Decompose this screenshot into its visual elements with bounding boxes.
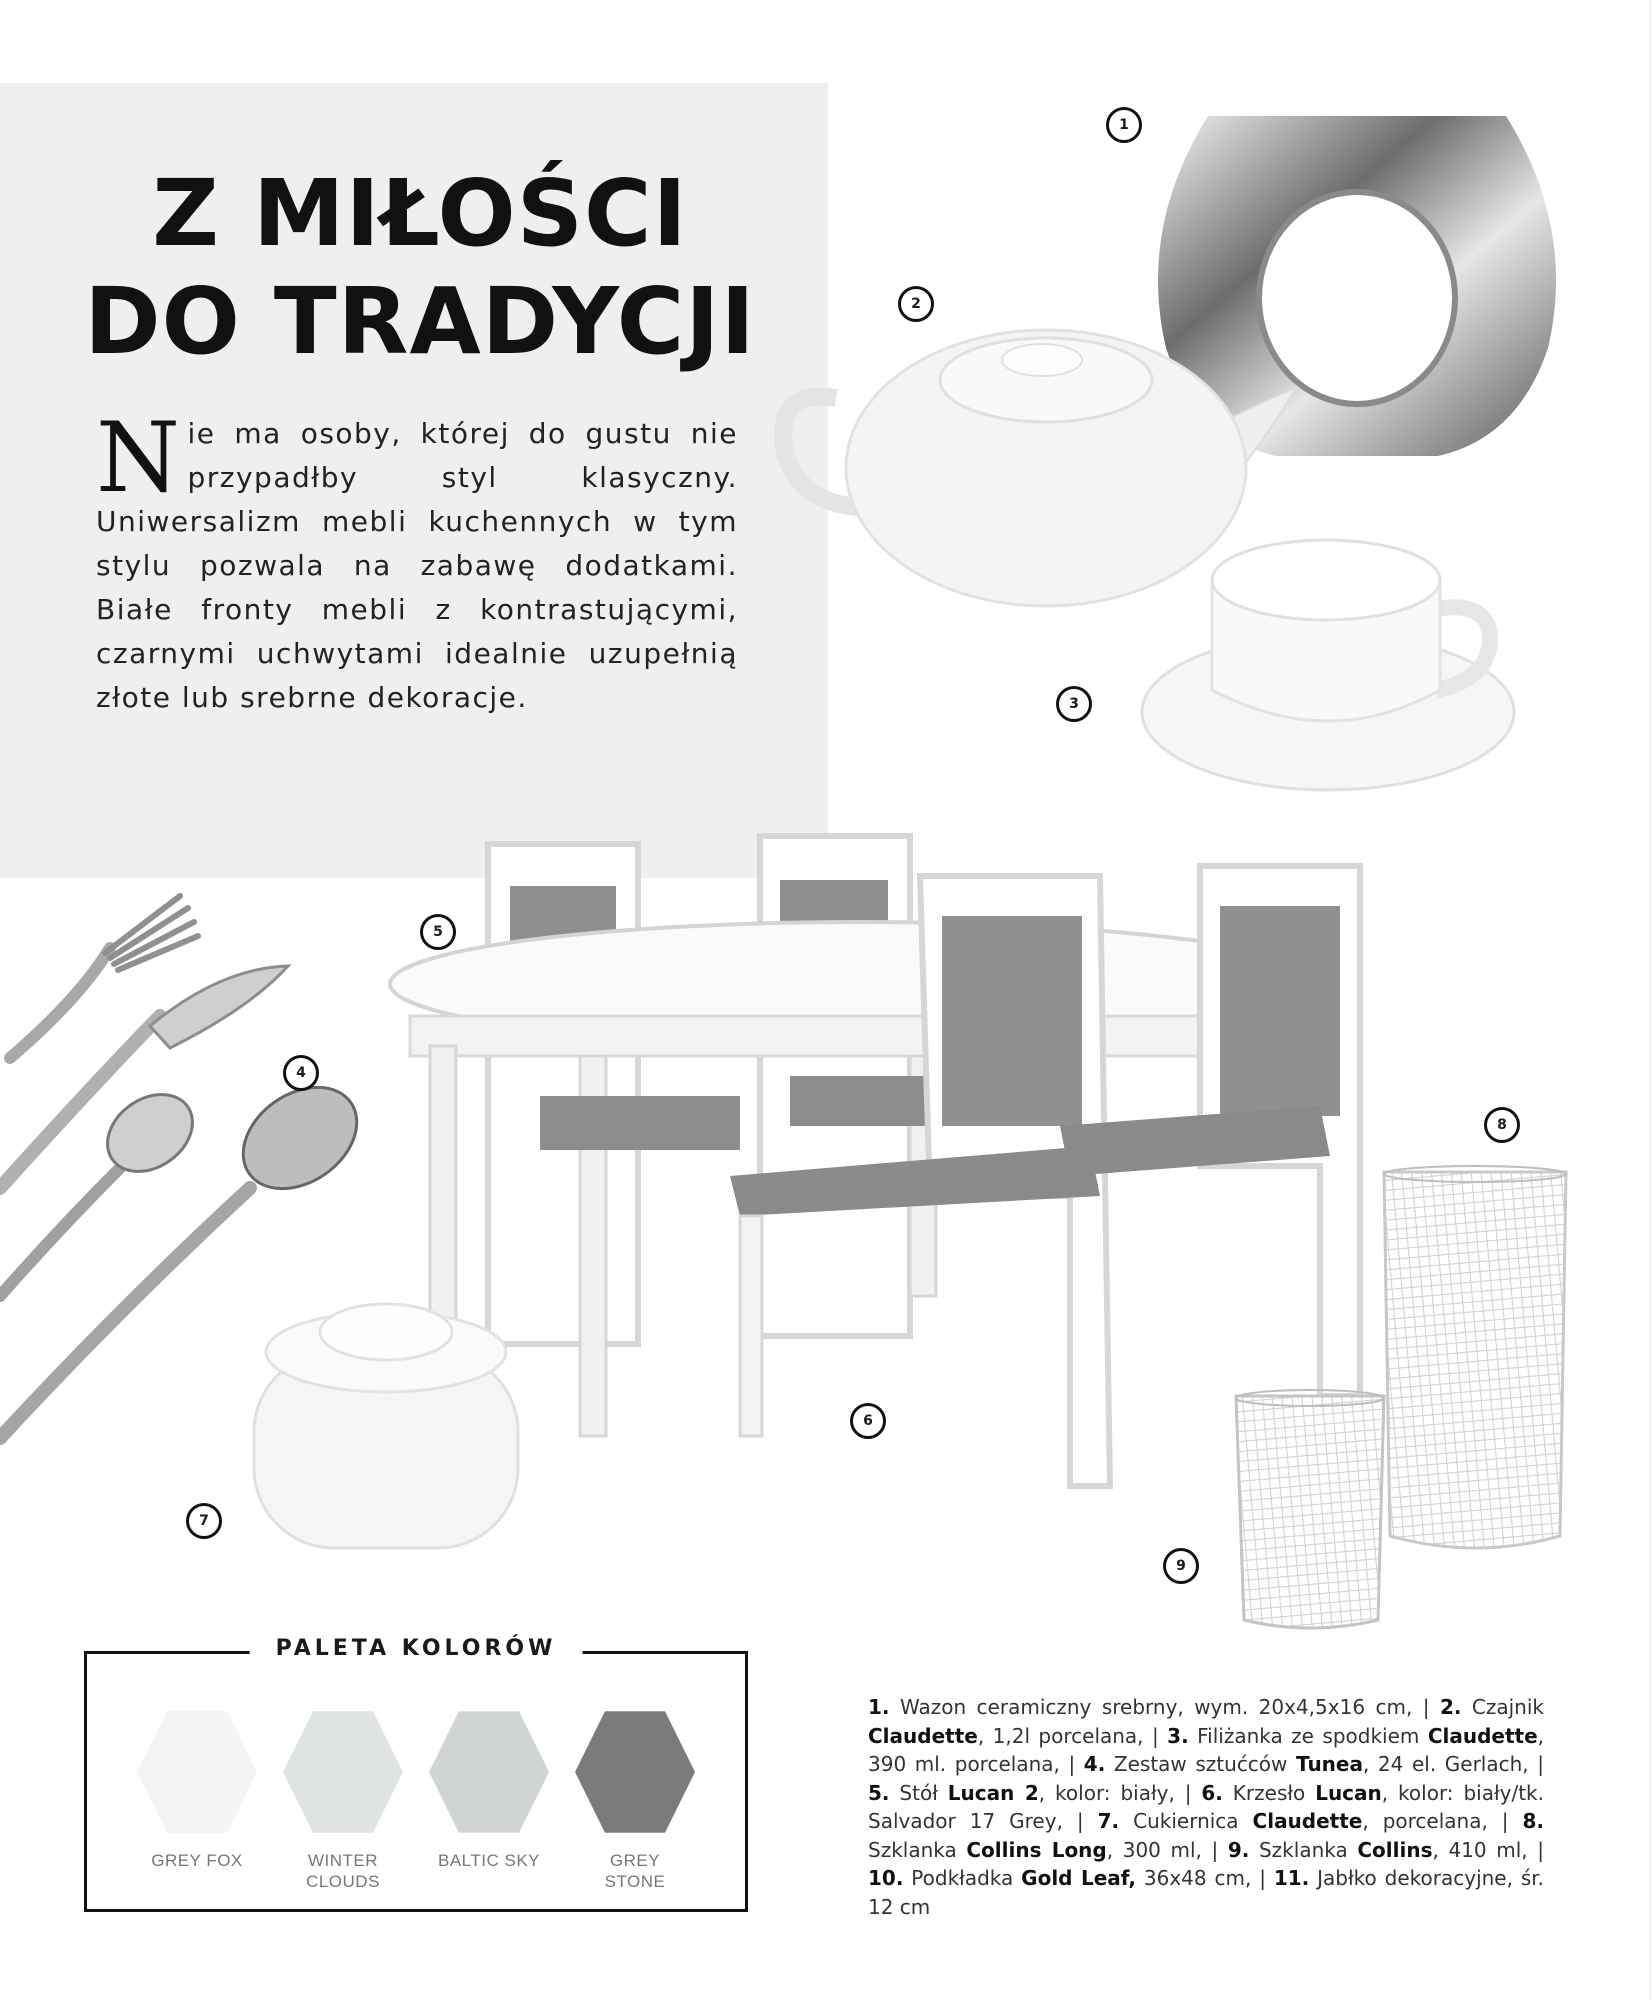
intro-paragraph — [96, 402, 738, 720]
swatch-label-baltic-sky: BALTIC SKY — [438, 1851, 540, 1870]
marker-8: 8 — [1484, 1107, 1520, 1143]
swatch-label-grey-fox: GREY FOX — [151, 1851, 243, 1870]
caption-item: 9. Szklanka Collins, 410 ml, — [1227, 1837, 1528, 1862]
caption-item: 10. Podkładka Gold Leaf, 36x48 cm, — [868, 1866, 1252, 1890]
page-title — [60, 160, 780, 376]
intro-text: ie ma osoby, której do gustu nie przypadłby styl klasyczny. Uniwersalizm mebli kuchennych w tym stylu pozwala na zabawę dodatkami. Białe fronty mebli z kontrastującymi, czarnymi uchwytami idealnie uzupełnią złote lub srebrne dekoracje. — [96, 417, 738, 714]
caption-item: 6. Krzesło Lucan, kolor: biały/tk. Salvador 17 Grey, — [868, 1780, 1544, 1833]
title-line-2: DO TRADYCJI — [84, 268, 756, 375]
swatch-label-winter-clouds: WINTER CLOUDS — [306, 1851, 380, 1891]
swatch-grey-fox — [137, 1706, 257, 1838]
swatch-winter-clouds — [283, 1706, 403, 1838]
swatch-label-grey-stone: GREY STONE — [604, 1851, 666, 1891]
palette-title: PALETA KOLORÓW — [250, 1636, 583, 1661]
marker-1: 1 — [1106, 107, 1142, 143]
sugar-bowl-image — [252, 1292, 520, 1560]
caption-item: 4. Zestaw sztućców Tunea, 24 el. Gerlach, — [1083, 1752, 1529, 1776]
caption-item: 8. Szklanka Collins Long, 300 ml, — [868, 1809, 1545, 1862]
product-captions: 1. Wazon ceramiczny srebrny, wym. 20x4,5x16 cm, | 2. Czajnik Claudette, 1,2l porcelana, | 3. Filiżanka ze spodkiem Claudette, 390 ml. porcelana, | 4. Zestaw sztućców Tunea, 24 el. Gerlach, | 5. Stół Lucan 2, kolor: biały, | 6. Krzesło Lucan, kolor: biały/tk. Salvador 17 Grey, | 7. Cukiernica Claudette, porcelana, | 8. Szklanka Collins Long, 300 ml, | 9. Szklanka Collins, 410 ml, | 10. Podkładka Gold Leaf, 36x48 cm, | 11. Jabłko dekoracyjne, śr. 12 cm — [868, 1695, 1545, 1919]
caption-item: 2. Czajnik Claudette, 1,2l porcelana, — [868, 1695, 1544, 1748]
cup-and-saucer-image — [1140, 540, 1516, 792]
swatch-grey-stone — [575, 1706, 695, 1838]
marker-6: 6 — [850, 1403, 886, 1439]
drop-cap: N — [96, 402, 182, 514]
marker-2: 2 — [898, 286, 934, 322]
marker-5: 5 — [420, 914, 456, 950]
marker-7: 7 — [186, 1503, 222, 1539]
color-palette — [84, 1636, 748, 1912]
caption-item: 7. Cukiernica Claudette, porcelana, — [1097, 1809, 1488, 1833]
marker-4: 4 — [283, 1055, 319, 1091]
caption-item: 3. Filiżanka ze spodkiem Claudette, 390 ml. porcelana, — [868, 1723, 1545, 1776]
caption-item: 11. Jabłko dekoracyjne, śr. 12 cm — [868, 1866, 1545, 1919]
marker-9: 9 — [1163, 1548, 1199, 1584]
title-line-1: Z MIŁOŚCI — [152, 160, 688, 267]
caption-item: 1. Wazon ceramiczny srebrny, wym. 20x4,5x16 cm, — [868, 1695, 1413, 1719]
glasses-image — [1232, 1164, 1572, 1634]
swatch-baltic-sky — [429, 1706, 549, 1838]
marker-3: 3 — [1056, 686, 1092, 722]
caption-item: 5. Stół Lucan 2, kolor: biały, — [868, 1780, 1175, 1805]
